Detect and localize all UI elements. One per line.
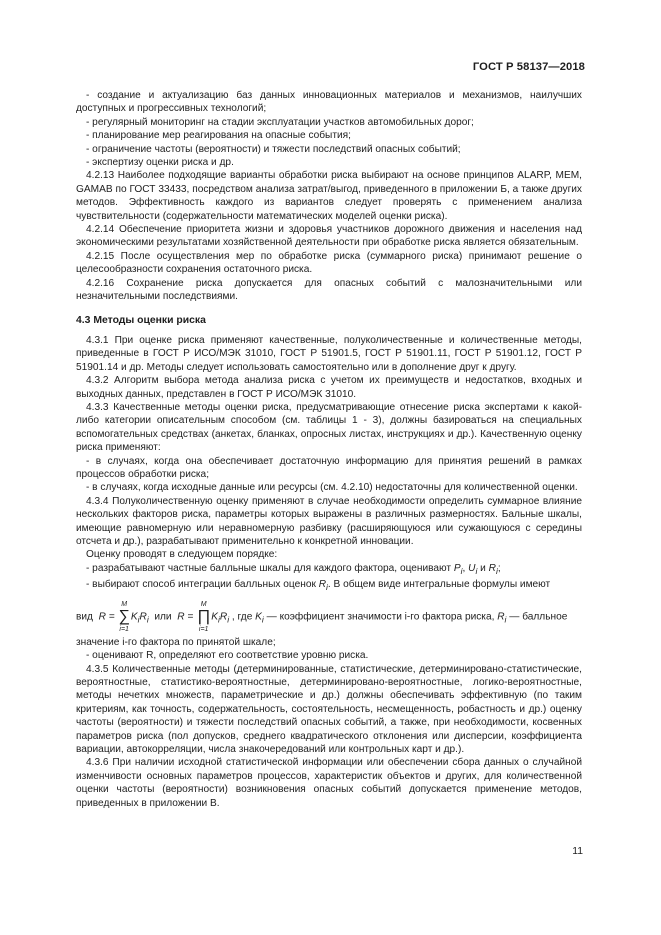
- paragraph-4-3-5: 4.3.5 Количественные методы (детерминированные, статистические, детерминировано-статистические, вероятностные, статистико-вероятностные, детерминировано-вероятностные, логико-вероятностные, методы нечетких множеств, параметрические и др.) должны обеспечивать эффективную (по таким критериям, как точность, содержательность, состоятельность, несмещенность, робастность и др.) оценку частоты (вероятности) и тяжести последствий опасных событий, а также, при необходимости, косвенных параметров риска (пол допусков, среднего квадратического отклонения или дисперсии, коэффициента вариации, автокорреляции, числа знакочередований или контрольных карт и др.).: [76, 663, 582, 755]
- paragraph-order: Оценку проводят в следующем порядке:: [86, 549, 278, 561]
- formula-lhs-2: R =: [177, 611, 194, 623]
- formula-term-r-2: R: [219, 611, 228, 623]
- prod-upper: M: [200, 600, 207, 608]
- formula-k-ref: K: [255, 611, 262, 623]
- formula-term-k-2: K: [211, 611, 219, 623]
- page-header-doc-id: ГОСТ Р 58137—2018: [472, 61, 585, 73]
- sub-i: i: [261, 614, 264, 625]
- list-item: - регулярный мониторинг на стадии эксплуатации участков автомобильных дорог;: [86, 116, 474, 128]
- formula-prefix: вид: [76, 611, 93, 623]
- prod-symbol: ∏: [197, 607, 211, 625]
- sub-i: i: [137, 614, 140, 625]
- list-item-text-cont: В общем виде интегральные формулы имеют: [333, 579, 551, 591]
- sum-symbol: ∑: [118, 607, 130, 625]
- formula-after: , где: [231, 611, 253, 623]
- list-item: - оценивают R, определяют его соответствие уровню риска.: [86, 650, 369, 662]
- formula-desc: — коэффициент значимости i-го фактора риска,: [266, 611, 495, 623]
- sub-i: i: [504, 614, 507, 625]
- paragraph-4-3-4: 4.3.4 Полуколичественную оценку применяют в случае необходимости определить суммарное влияние нескольких факторов риска, параметры которых выражены в различных размерностях. Бальные шкалы, имеющие равномерную или неравномерную разбивку (расширяющуюся или сужающуюся с середины отсчета и др.), разрабатывают применительно к конкретной инновации.: [76, 495, 582, 547]
- paragraph-4-2-14: 4.2.14 Обеспечение приоритета жизни и здоровья участников дорожного движения и населения над экономическими результатами хозяйственной деятельности при обработке риска является обязательным.: [76, 224, 582, 249]
- sum-operator: [118, 600, 129, 634]
- paragraph-4-3-2: 4.3.2 Алгоритм выбора метода анализа риска с учетом их преимуществ и недостатков, входных и выходных данных, представлен в ГОСТ Р ИСО/МЭК 31010.: [76, 375, 582, 400]
- sum-lower: i=1: [119, 625, 129, 633]
- paragraph-4-2-15: 4.2.15 После осуществления мер по обработке риска (суммарного риска) принимают решение о целесообразности сохранения остаточного риска.: [76, 250, 582, 276]
- formula-lhs: R =: [98, 611, 115, 623]
- formula-desc-2: — балльное: [509, 611, 568, 623]
- list-item: - планирование мер реагирования на опасные события;: [86, 130, 351, 142]
- paragraph-4-2-16: 4.2.16 Сохранение риска допускается для опасных событий с малозначительными или незначительными последствиями.: [76, 277, 582, 303]
- sub-i: i: [218, 614, 220, 625]
- integral-formula: [76, 600, 582, 634]
- formula-term-r: R: [139, 611, 147, 623]
- page-number: 11: [572, 846, 583, 857]
- list-item-text: - разрабатывают частные балльные шкалы для каждого фактора, оценивают: [86, 562, 452, 574]
- formula-r-ref: R: [497, 611, 505, 623]
- sum-upper: M: [121, 600, 128, 608]
- prod-lower: i=1: [198, 625, 209, 633]
- list-item: - в случаях, когда она обеспечивает достаточную информацию для принятия решений в рамках процессов обработки риска;: [76, 455, 582, 480]
- sub-i: i: [227, 614, 230, 625]
- paragraph-4-2-13: 4.2.13 Наиболее подходящие варианты обработки риска выбирают на основе принципов ALARP, МЕМ, GAMAB по ГОСТ 33433, посредством анализа затрат/выгод, приведенного в приложении Б, а также других методов. Эффективность каждого из вариантов следует проверять с применением анализа чувствительности (содержательности математических моделей оценки риска).: [76, 170, 582, 222]
- paragraph-continuation: значение i-го фактора по принятой шкале;: [76, 636, 276, 648]
- document-body: [76, 89, 582, 810]
- formula-or: или: [154, 611, 172, 623]
- list-item: - создание и актуализацию баз данных инновационных материалов и механизмов, наилучших доступных и прогрессивных технологий;: [76, 90, 582, 115]
- list-item: - в случаях, когда исходные данные или ресурсы (см. 4.2.10) недостаточны для количественной оценки.: [86, 482, 578, 494]
- paragraph-4-3-3: 4.3.3 Качественные методы оценки риска, предусматривающие отнесение риска экспертами к какой-либо категории описательным способом (см. таблицы 1 - 3), должны базироваться на специальных вспомогательных средствах (анкетах, бланках, опросных листах, инструкциях и др.). Качественную оценку риска применяют:: [76, 401, 582, 454]
- formula-term-k: K: [130, 611, 138, 623]
- list-item-text: - выбирают способ интеграции балльных оценок: [86, 579, 316, 591]
- paragraph-4-3-6: 4.3.6 При наличии исходной статистической информации или обеспечении сбора данных о случайной изменчивости основных параметров процессов, характеристик объектов и других, для количественной оценки частоты (вероятности) возникновения опасных событий допускается применение методов, приведенных в приложении В.: [76, 757, 582, 809]
- sub-i: i: [146, 614, 149, 625]
- list-item: - разрабатывают частные балльные шкалы для каждого фактора, оценивают $P_i$, $U_i$ и $R_i$;: [86, 562, 501, 576]
- list-item: - выбирают способ интеграции балльных оценок $R_i$. В общем виде интегральные формулы имеют: [86, 579, 551, 593]
- list-item: - экспертизу оценки риска и др.: [86, 157, 234, 169]
- paragraph-4-3-1: 4.3.1 При оценке риска применяют качественные, полуколичественные и количественные методы, приведенные в ГОСТ Р ИСО/МЭК 31010, ГОСТ Р 51901.5, ГОСТ Р 51901.11, ГОСТ Р 51901.12, ГОСТ Р 51901.14 и др. Методы следует использовать самостоятельно или в дополнение друг к другу.: [76, 334, 582, 373]
- prod-operator: [197, 600, 210, 634]
- list-item: - ограничение частоты (вероятности) и тяжести последствий опасных событий;: [86, 143, 461, 155]
- section-heading: 4.3 Методы оценки риска: [76, 314, 206, 326]
